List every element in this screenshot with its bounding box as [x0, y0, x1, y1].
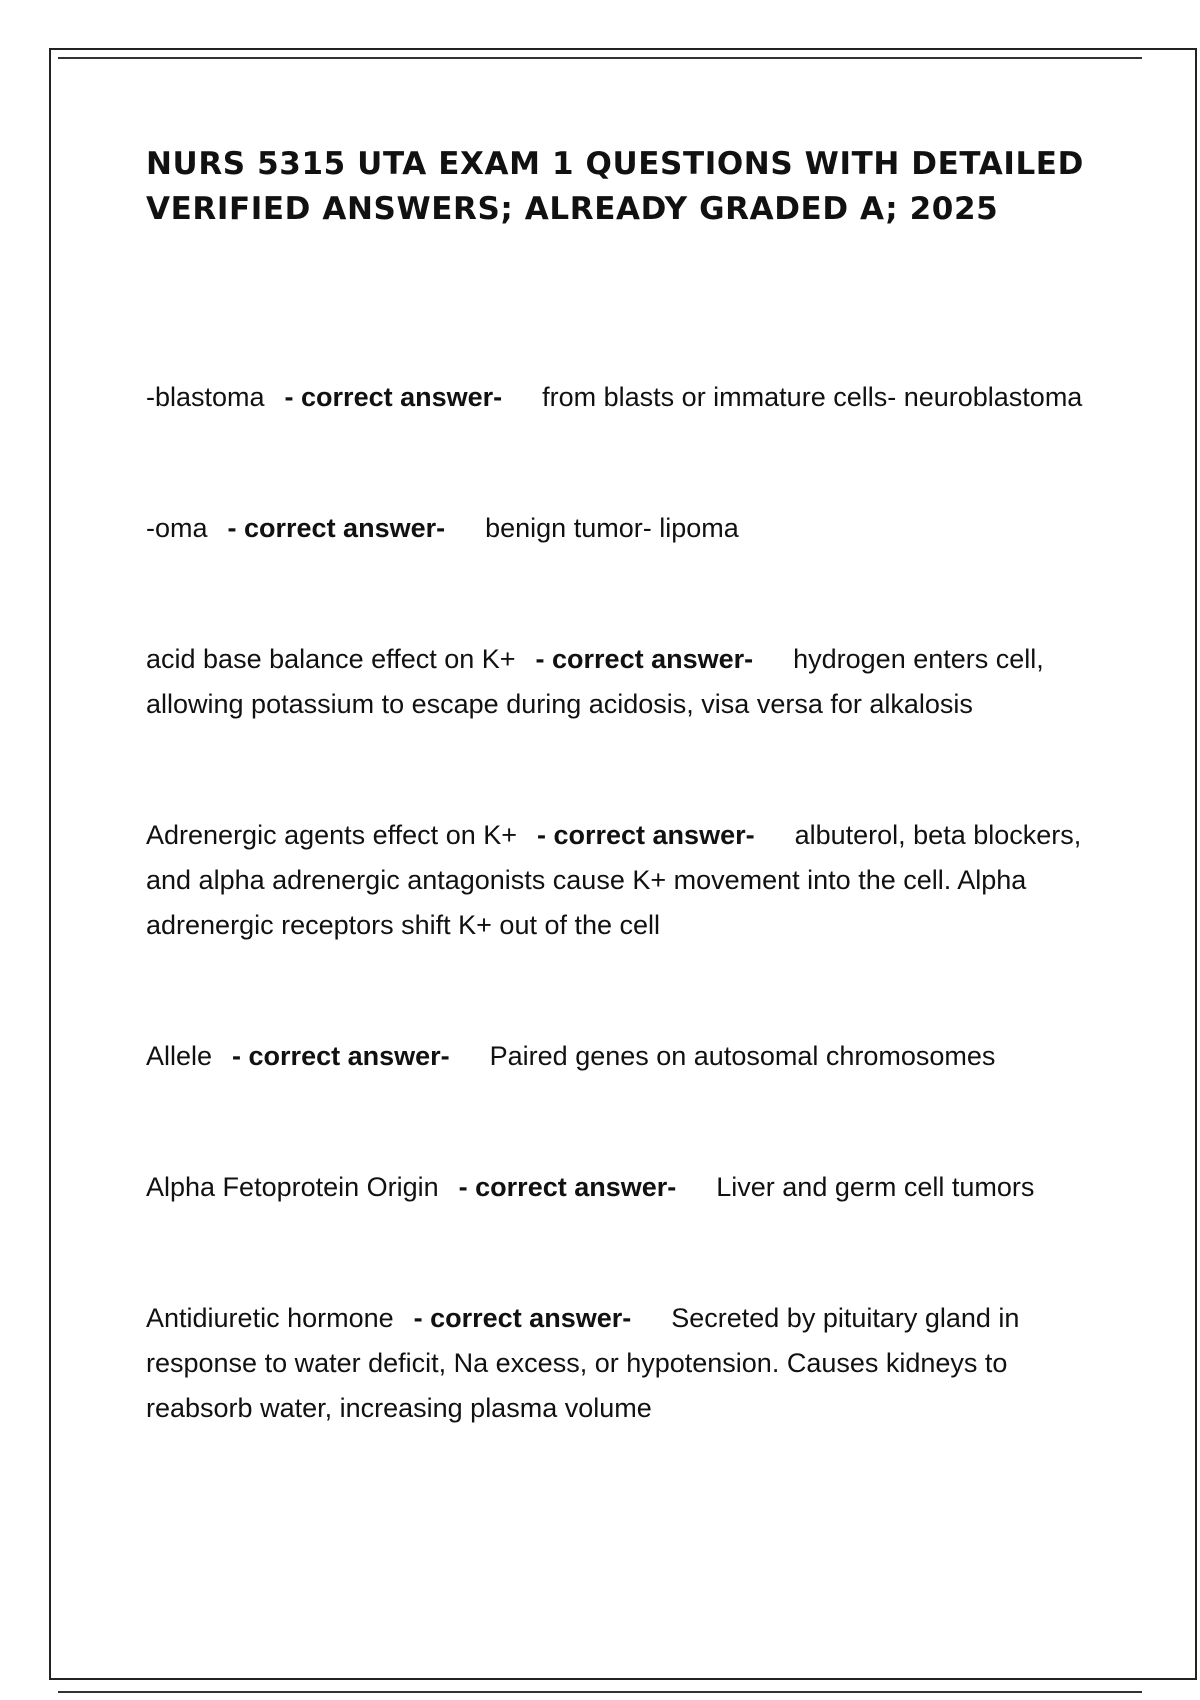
qa-separator: - correct answer- [537, 820, 755, 850]
qa-separator: - correct answer- [284, 382, 503, 412]
qa-answer: Paired genes on autosomal chromosomes [489, 1041, 996, 1071]
qa-term: Allele [146, 1041, 213, 1071]
qa-term: -blastoma [146, 382, 265, 412]
qa-item [146, 1296, 1112, 1431]
qa-separator: - correct answer- [227, 513, 446, 543]
qa-separator: - correct answer- [535, 644, 754, 674]
qa-list [146, 375, 1112, 1431]
qa-separator: - correct answer- [232, 1041, 450, 1071]
qa-separator: - correct answer- [413, 1303, 632, 1333]
qa-answer: from blasts or immature cells- neuroblastoma [542, 382, 1083, 412]
qa-item [146, 1034, 1112, 1079]
qa-term: Alpha Fetoprotein Origin [146, 1172, 439, 1202]
qa-term: acid base balance effect on K+ [146, 644, 516, 674]
qa-answer: benign tumor- lipoma [485, 513, 739, 543]
qa-answer: Secreted by pituitary gland in response to water deficit, Na excess, or hypotension. Causes kidneys to reabsorb water, increasing plasma volume [146, 1303, 1020, 1423]
qa-separator: - correct answer- [458, 1172, 677, 1202]
qa-item [146, 375, 1112, 420]
qa-answer: hydrogen enters cell, allowing potassium to escape during acidosis, visa versa for alkalosis [146, 644, 1044, 719]
bottom-rule [58, 1691, 1142, 1693]
qa-item [146, 637, 1112, 727]
qa-item [146, 813, 1112, 948]
document-body [146, 142, 1112, 1517]
top-rule [58, 57, 1142, 59]
qa-term: Adrenergic agents effect on K+ [146, 820, 517, 850]
document-title: NURS 5315 UTA EXAM 1 QUESTIONS WITH DETAILED VERIFIED ANSWERS; ALREADY GRADED A; 2025 [146, 146, 1084, 227]
qa-answer: Liver and germ cell tumors [716, 1172, 1035, 1202]
qa-item [146, 506, 1112, 551]
qa-answer: albuterol, beta blockers, and alpha adrenergic antagonists cause K+ movement into the cell. Alpha adrenergic receptors shift K+ out of the cell [146, 820, 1082, 940]
qa-term: -oma [146, 513, 208, 543]
qa-item [146, 1165, 1112, 1210]
qa-term: Antidiuretic hormone [146, 1303, 394, 1333]
